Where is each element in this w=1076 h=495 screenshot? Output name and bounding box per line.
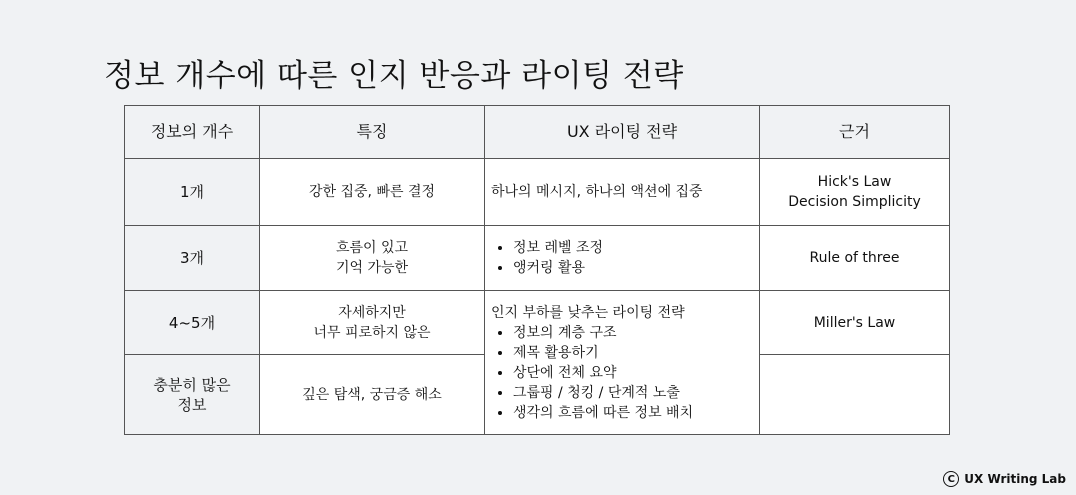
header-feature: 특징 [260, 106, 485, 159]
feature-cell [260, 291, 485, 355]
list-item: • 정보의 계층 구조 [513, 323, 753, 343]
strategy-list [491, 238, 753, 278]
header-count: 정보의 개수 [125, 106, 260, 159]
basis-text: Hick's Law [817, 174, 892, 190]
basis-cell [760, 159, 950, 226]
table-header-row [125, 106, 950, 159]
count-text: 정보 [177, 395, 207, 414]
basis-text: Decision Simplicity [788, 194, 921, 210]
header-strategy: UX 라이팅 전략 [485, 106, 760, 159]
feature-text: 자세하지만 [338, 304, 406, 321]
feature-cell [260, 226, 485, 291]
list-item: • 생각의 흐름에 따른 정보 배치 [513, 403, 753, 423]
feature-text: 너무 피로하지 않은 [313, 324, 431, 341]
list-item: • 상단에 전체 요약 [513, 363, 753, 383]
feature-cell [260, 355, 485, 435]
copyright-icon: C [943, 471, 959, 487]
basis-cell [760, 291, 950, 355]
strategy-table [124, 105, 950, 435]
count-cell: 4~5개 [125, 291, 260, 355]
basis-text: Rule of three [809, 250, 900, 266]
list-item: • 그룹핑 / 청킹 / 단계적 노출 [513, 383, 753, 403]
shared-strategy-cell [485, 291, 760, 435]
table-row [125, 226, 950, 291]
count-cell: 3개 [125, 226, 260, 291]
feature-cell [260, 159, 485, 226]
count-cell [125, 355, 260, 435]
header-basis: 근거 [760, 106, 950, 159]
strategy-heading: 인지 부하를 낮추는 라이팅 전략 [491, 304, 685, 321]
page-title: 정보 개수에 따른 인지 반응과 라이팅 전략 [104, 58, 684, 94]
feature-text: 깊은 탐색, 궁금증 해소 [302, 386, 442, 403]
feature-text: 기억 가능한 [335, 260, 409, 276]
strategy-list [491, 323, 753, 423]
list-item: • 앵커링 활용 [513, 258, 753, 278]
footer-text: UX Writing Lab [964, 472, 1066, 486]
table-row [125, 159, 950, 226]
feature-text: 흐름이 있고 [335, 240, 409, 256]
basis-text: Miller's Law [813, 314, 896, 331]
table-row [125, 291, 950, 355]
footer-credit [943, 471, 1066, 487]
count-cell: 1개 [125, 159, 260, 226]
strategy-cell [485, 226, 760, 291]
strategy-cell: 하나의 메시지, 하나의 액션에 집중 [485, 159, 760, 226]
basis-cell [760, 226, 950, 291]
list-item: • 정보 레벨 조정 [513, 238, 753, 258]
count-text: 충분히 많은 [153, 375, 231, 394]
basis-cell [760, 355, 950, 435]
list-item: • 제목 활용하기 [513, 343, 753, 363]
feature-text: 강한 집중, 빠른 결정 [309, 184, 435, 200]
